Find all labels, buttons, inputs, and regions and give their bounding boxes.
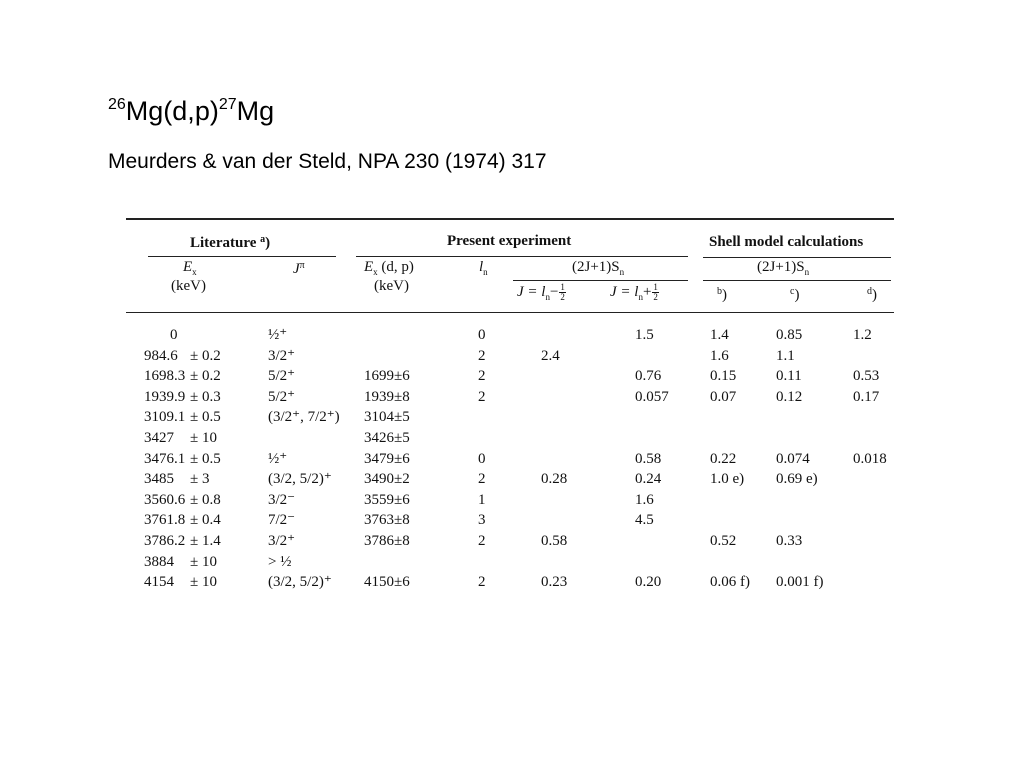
col-pe-ex-unit: (keV) <box>374 278 409 294</box>
cell-pe-ex: 3426±5 <box>364 430 410 446</box>
cell-sm-b: 0.15 <box>710 368 737 385</box>
cell-sm-c: 0.001 f) <box>776 574 824 591</box>
cell-ln: 2 <box>478 574 486 591</box>
cell-lit-err: ± 0.2 <box>190 368 221 385</box>
cell-lit-ex: 1939.9 <box>144 388 186 405</box>
col-sm-c: $^c$) <box>790 286 800 303</box>
col-sm-b: $^b$) <box>717 286 727 303</box>
col-lit-ex: $E_x$ <box>183 259 197 277</box>
cell-ln: 2 <box>478 347 486 364</box>
cell-lit-err: ± 1.4 <box>190 533 221 549</box>
cell-jpi: (3/2, 5/2)⁺ <box>268 471 332 488</box>
cell-s-minus: 0.23 <box>541 574 568 591</box>
cell-s-minus: 0.58 <box>541 533 568 549</box>
cell-sm-b: 1.0 e) <box>710 471 745 488</box>
cell-jpi: (3/2⁺, 7/2⁺) <box>268 409 340 426</box>
header-present-experiment: Present experiment <box>447 233 572 249</box>
table-top-rule <box>126 218 894 220</box>
col-pe-ln: $l_n$ <box>479 259 488 277</box>
cell-pe-ex: 3763±8 <box>364 512 410 529</box>
cell-sm-b: 1.4 <box>710 327 729 343</box>
cell-ln: 2 <box>478 368 486 385</box>
cell-ln: 3 <box>478 512 486 529</box>
cell-lit-err: ± 3 <box>190 471 210 488</box>
cell-sm-d: 1.2 <box>853 327 872 343</box>
cell-ln: 1 <box>478 491 486 508</box>
cell-lit-ex: 984.6 <box>144 347 178 364</box>
cell-lit-err: ± 10 <box>190 574 217 591</box>
cell-lit-ex: 3560.6 <box>144 491 186 508</box>
cell-lit-ex: 3884 <box>144 553 174 570</box>
cell-sm-c: 0.074 <box>776 450 810 467</box>
cell-ln: 2 <box>478 388 486 405</box>
cell-s-plus: 0.20 <box>635 574 662 591</box>
title-mass-target: 26 <box>108 96 126 113</box>
header-literature: Literature $^a$) <box>190 234 271 251</box>
rule-literature <box>148 256 336 257</box>
col-lit-jpi: $J^\pi$ <box>293 260 305 277</box>
slide-subtitle: Meurders & van der Steld, NPA 230 (1974) 317 <box>108 150 547 173</box>
cell-lit-err: ± 0.5 <box>190 409 221 426</box>
cell-pe-ex: 3479±6 <box>364 450 410 467</box>
col-sm-d: $^d$) <box>867 286 877 303</box>
cell-jpi: (3/2, 5/2)⁺ <box>268 574 332 591</box>
title-mass-product: 27 <box>218 96 237 113</box>
cell-lit-ex: 3476.1 <box>144 450 186 467</box>
cell-lit-ex: 4154 <box>144 574 174 591</box>
cell-lit-ex: 3761.8 <box>144 512 186 529</box>
cell-s-plus: 1.5 <box>635 327 654 343</box>
cell-sm-b: 0.22 <box>710 450 737 467</box>
cell-lit-err: ± 0.2 <box>190 347 221 364</box>
cell-lit-ex: 3109.1 <box>144 409 186 426</box>
cell-s-minus: 0.28 <box>541 471 568 488</box>
rule-pe-spectro <box>513 280 688 281</box>
cell-pe-ex: 3104±5 <box>364 409 410 426</box>
cell-lit-err: ± 0.4 <box>190 512 221 529</box>
rule-present <box>356 256 688 257</box>
title-product: Mg <box>236 96 275 126</box>
cell-jpi: 3/2⁻ <box>268 491 296 508</box>
cell-lit-err: ± 10 <box>190 553 217 570</box>
cell-sm-d: 0.018 <box>853 450 887 467</box>
table-header-bottom-rule <box>126 312 894 313</box>
cell-s-plus: 0.76 <box>635 368 662 385</box>
cell-jpi: > ½ <box>268 553 292 570</box>
cell-jpi: 3/2⁺ <box>268 533 296 549</box>
header-shell-model: Shell model calculations <box>709 234 864 250</box>
cell-pe-ex: 1699±6 <box>364 368 410 385</box>
cell-sm-b: 0.52 <box>710 533 737 549</box>
cell-jpi: 7/2⁻ <box>268 512 296 529</box>
cell-s-plus: 0.24 <box>635 471 662 488</box>
cell-sm-c: 0.33 <box>776 533 803 549</box>
cell-pe-ex: 1939±8 <box>364 388 410 405</box>
cell-sm-c: 0.11 <box>776 368 802 385</box>
cell-ln: 2 <box>478 533 486 549</box>
cell-sm-b: 0.06 f) <box>710 574 750 591</box>
cell-jpi: 5/2⁺ <box>268 368 296 385</box>
col-pe-jminus: $J = l_n-$ $\frac{1}{2}$ <box>517 282 565 303</box>
cell-lit-ex: 1698.3 <box>144 368 186 385</box>
cell-s-plus: 1.6 <box>635 491 654 508</box>
cell-lit-err: ± 0.8 <box>190 491 221 508</box>
cell-s-minus: 2.4 <box>541 347 560 364</box>
cell-sm-c: 1.1 <box>776 347 795 364</box>
cell-sm-c: 0.85 <box>776 327 803 343</box>
cell-sm-d: 0.17 <box>853 388 880 405</box>
cell-ln: 0 <box>478 327 486 343</box>
cell-ln: 2 <box>478 471 486 488</box>
col-sm-spectro: $(2J+1)S_n$ <box>757 259 810 277</box>
col-lit-ex-unit: (keV) <box>171 278 206 294</box>
cell-lit-ex: 3786.2 <box>144 533 186 549</box>
cell-sm-b: 1.6 <box>710 347 729 364</box>
cell-pe-ex: 3490±2 <box>364 471 410 488</box>
cell-s-plus: 4.5 <box>635 512 654 529</box>
cell-sm-b: 0.07 <box>710 388 737 405</box>
title-reaction: Mg(d,p) <box>125 96 219 126</box>
cell-sm-d: 0.53 <box>853 368 880 385</box>
cell-lit-err: ± 10 <box>190 430 217 446</box>
cell-s-plus: 0.057 <box>635 388 669 405</box>
cell-pe-ex: 4150±6 <box>364 574 410 591</box>
col-pe-jplus: $J = l_n+$ $\frac{1}{2}$ <box>610 282 658 303</box>
cell-lit-err: ± 0.5 <box>190 450 221 467</box>
cell-sm-c: 0.12 <box>776 388 803 405</box>
cell-jpi: ½⁺ <box>268 327 288 343</box>
cell-pe-ex: 3786±8 <box>364 533 410 549</box>
cell-lit-ex: 0 <box>170 327 178 343</box>
cell-jpi: ½⁺ <box>268 450 288 467</box>
cell-jpi: 3/2⁺ <box>268 347 296 364</box>
col-pe-ex: $E_x$ (d, p) <box>364 259 414 277</box>
cell-pe-ex: 3559±6 <box>364 491 410 508</box>
cell-lit-ex: 3427 <box>144 430 174 446</box>
cell-lit-err: ± 0.3 <box>190 388 221 405</box>
cell-jpi: 5/2⁺ <box>268 388 296 405</box>
cell-ln: 0 <box>478 450 486 467</box>
rule-sm-spectro <box>703 280 891 281</box>
cell-lit-ex: 3485 <box>144 471 174 488</box>
cell-sm-c: 0.69 e) <box>776 471 818 488</box>
col-pe-spectro: $(2J+1)S_n$ <box>572 259 625 277</box>
cell-s-plus: 0.58 <box>635 450 662 467</box>
